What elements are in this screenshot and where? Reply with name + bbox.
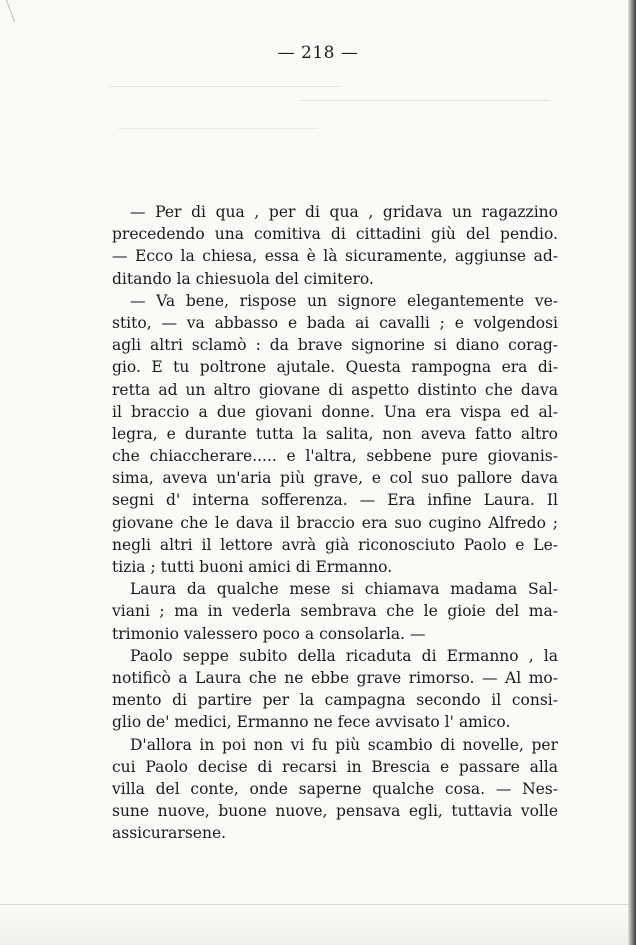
text-line: notificò a Laura che ne ebbe grave rimorso. — Al mo-	[112, 668, 558, 687]
page-bottom-edge	[0, 904, 636, 945]
text-line: legra, e durante tutta la salita, non aveva fatto altro	[112, 424, 558, 443]
text-line: retta ad un altro giovane di aspetto distinto che dava	[112, 380, 558, 399]
text-line: — Per di qua , per di qua , gridava un ragazzino	[130, 203, 558, 221]
text-line: viani ; ma in vederla sembrava che le gioie del ma-	[112, 602, 558, 621]
text-line: giovane che le dava il braccio era suo cugino Alfredo ;	[112, 513, 558, 532]
text-line: negli altri il lettore avrà già riconosciuto Paolo e Le-	[112, 535, 558, 554]
text-line: sune nuove, buone nuove, pensava egli, tuttavia volle	[112, 802, 558, 821]
text-line: — Ecco la chiesa, essa è là sicuramente, aggiunse ad-	[112, 247, 558, 266]
text-line: ditando la chiesuola del cimitero.	[112, 269, 374, 288]
text-line: trimonio valessero poco a consolarla. —	[112, 624, 426, 643]
bleed-through-line	[300, 100, 550, 101]
text-line: assicurarsene.	[112, 824, 227, 843]
page-number: — 218 —	[277, 43, 359, 63]
text-line: sima, aveva un'aria più grave, e col suo pallore dava	[112, 469, 558, 488]
text-line: segni d' interna sofferenza. — Era infine Laura. Il	[112, 491, 558, 510]
body-text	[112, 201, 558, 844]
text-line: gio. E tu poltrone ajutale. Questa rampogna era di-	[112, 358, 558, 377]
text-line: cui Paolo decise di recarsi in Brescia e passare alla	[112, 757, 558, 776]
text-line: Laura da qualche mese si chiamava madama Sal-	[130, 580, 558, 599]
scan-corner-mark	[0, 0, 15, 22]
text-line: glio de' medici, Ermanno ne fece avvisato l' amico.	[112, 713, 511, 732]
text-line: tizia ; tutti buoni amici di Ermanno.	[112, 558, 393, 576]
text-line: Paolo seppe subito della ricaduta di Ermanno , la	[130, 646, 558, 665]
text-line: mento di partire per la campagna secondo il consi-	[112, 691, 558, 710]
text-line: agli altri sclamò : da brave signorine si diano corag-	[112, 336, 558, 355]
text-line: stito, — va abbasso e bada ai cavalli ; e volgendosi	[112, 313, 558, 332]
page-right-edge	[628, 0, 636, 945]
text-line: precedendo una comitiva di cittadini giù del pendio.	[112, 225, 558, 244]
text-line: che chiaccherare..... e l'altra, sebbene pure giovanis-	[112, 447, 558, 466]
text-line: il braccio a due giovani donne. Una era vispa ed al-	[112, 402, 558, 421]
text-line: — Va bene, rispose un signore elegantemente ve-	[130, 291, 558, 310]
text-line: D'allora in poi non vi fu più scambio di novelle, per	[130, 735, 558, 754]
bleed-through-line	[118, 128, 318, 129]
text-line: villa del conte, onde saperne qualche cosa. — Nes-	[112, 779, 558, 798]
bleed-through-line	[110, 86, 340, 87]
